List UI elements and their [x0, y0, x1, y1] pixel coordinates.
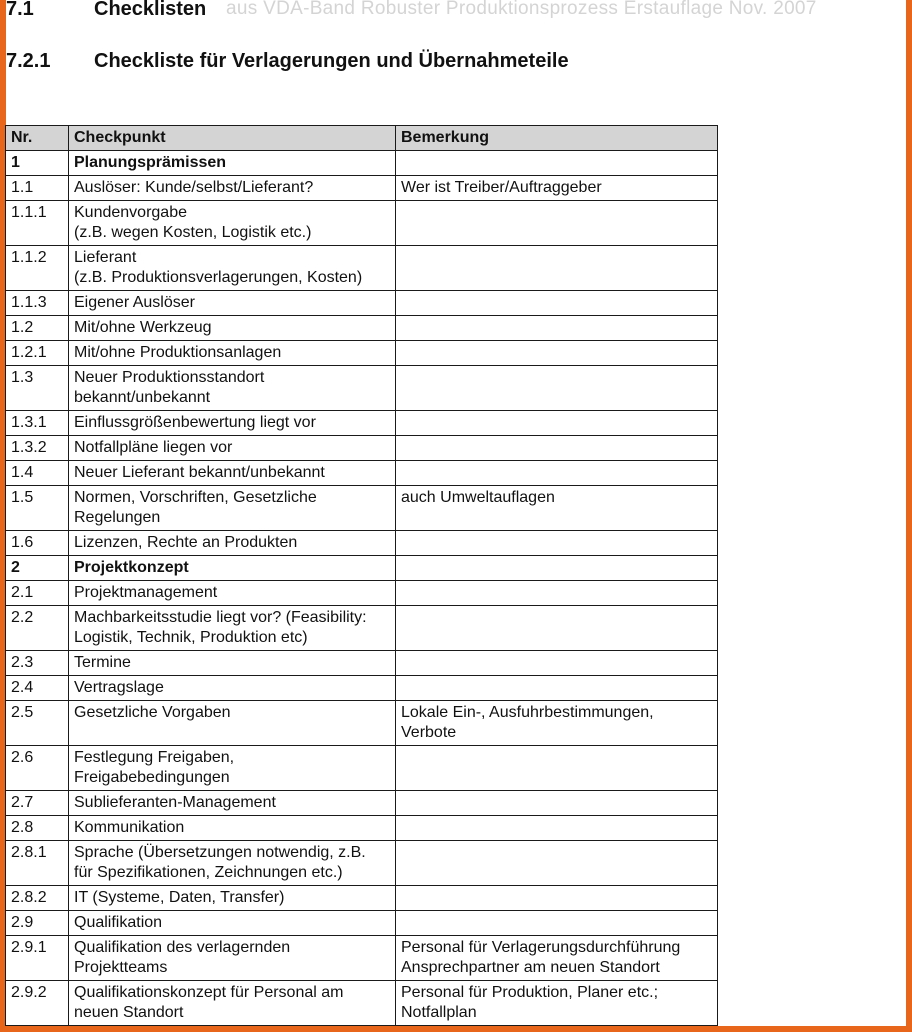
cell-nr: 1.1.1 [6, 201, 69, 246]
cell-bemerkung: Personal für Produktion, Planer etc.; Notfallplan [396, 981, 718, 1026]
table-row [6, 606, 718, 651]
cell-bemerkung [396, 341, 718, 366]
cell-nr: 2.5 [6, 701, 69, 746]
table-row [6, 936, 718, 981]
cell-checkpunkt: Machbarkeitsstudie liegt vor? (Feasibility: Logistik, Technik, Produktion etc) [69, 606, 396, 651]
cell-nr: 2.9 [6, 911, 69, 936]
cell-checkpunkt: Neuer Lieferant bekannt/unbekannt [69, 461, 396, 486]
cell-nr: 1.6 [6, 531, 69, 556]
table-row [6, 841, 718, 886]
cell-nr: 2.4 [6, 676, 69, 701]
cell-nr: 2.9.2 [6, 981, 69, 1026]
cell-checkpunkt: Projektkonzept [69, 556, 396, 581]
cell-bemerkung [396, 581, 718, 606]
table-row [6, 486, 718, 531]
cell-checkpunkt: Einflussgrößenbewertung liegt vor [69, 411, 396, 436]
cell-checkpunkt: Mit/ohne Produktionsanlagen [69, 341, 396, 366]
cell-nr: 2.1 [6, 581, 69, 606]
section-number: 7.1 [6, 0, 34, 20]
cell-bemerkung: auch Umweltauflagen [396, 486, 718, 531]
cell-nr: 2.8.2 [6, 886, 69, 911]
cell-nr: 2.3 [6, 651, 69, 676]
table-row [6, 701, 718, 746]
cell-nr: 2 [6, 556, 69, 581]
cell-bemerkung [396, 886, 718, 911]
cell-bemerkung [396, 151, 718, 176]
cell-nr: 1.1 [6, 176, 69, 201]
table-row [6, 746, 718, 791]
table-row [6, 791, 718, 816]
cell-bemerkung [396, 556, 718, 581]
cell-checkpunkt: Lizenzen, Rechte an Produkten [69, 531, 396, 556]
cell-checkpunkt: Vertragslage [69, 676, 396, 701]
cell-nr: 1.3.2 [6, 436, 69, 461]
column-header-nr: Nr. [6, 126, 69, 151]
cell-bemerkung [396, 411, 718, 436]
table-header-row [6, 126, 718, 151]
cell-bemerkung: Personal für Verlagerungsdurchführung Ansprechpartner am neuen Standort [396, 936, 718, 981]
cell-checkpunkt: Mit/ohne Werkzeug [69, 316, 396, 341]
cell-checkpunkt: IT (Systeme, Daten, Transfer) [69, 886, 396, 911]
cell-bemerkung [396, 461, 718, 486]
cell-bemerkung [396, 651, 718, 676]
cell-nr: 1.3.1 [6, 411, 69, 436]
section-title: Checklisten [94, 0, 207, 20]
cell-checkpunkt: Lieferant (z.B. Produktionsverlagerungen, Kosten) [69, 246, 396, 291]
cell-checkpunkt: Qualifikation des verlagernden Projektteams [69, 936, 396, 981]
cell-bemerkung [396, 791, 718, 816]
cell-checkpunkt: Neuer Produktionsstandort bekannt/unbekannt [69, 366, 396, 411]
subsection-number: 7.2.1 [6, 50, 51, 72]
table-row [6, 886, 718, 911]
watermark-text: aus VDA-Band Robuster Produktionsprozess Erstauflage Nov. 2007 [226, 0, 817, 19]
cell-nr: 1.2.1 [6, 341, 69, 366]
table-row [6, 341, 718, 366]
cell-nr: 1.2 [6, 316, 69, 341]
cell-bemerkung [396, 531, 718, 556]
cell-nr: 1 [6, 151, 69, 176]
cell-bemerkung [396, 816, 718, 841]
cell-nr: 2.8 [6, 816, 69, 841]
cell-checkpunkt: Gesetzliche Vorgaben [69, 701, 396, 746]
cell-bemerkung [396, 366, 718, 411]
cell-checkpunkt: Normen, Vorschriften, Gesetzliche Regelungen [69, 486, 396, 531]
table-row [6, 436, 718, 461]
table-row [6, 911, 718, 936]
table-section-row [6, 556, 718, 581]
cell-checkpunkt: Kundenvorgabe (z.B. wegen Kosten, Logistik etc.) [69, 201, 396, 246]
cell-nr: 2.9.1 [6, 936, 69, 981]
table-row [6, 291, 718, 316]
table-row [6, 201, 718, 246]
column-header-bemerkung: Bemerkung [396, 126, 718, 151]
cell-nr: 1.4 [6, 461, 69, 486]
cell-checkpunkt: Auslöser: Kunde/selbst/Lieferant? [69, 176, 396, 201]
table-row [6, 581, 718, 606]
table-row [6, 981, 718, 1026]
cell-bemerkung: Lokale Ein-, Ausfuhrbestimmungen, Verbote [396, 701, 718, 746]
cell-checkpunkt: Eigener Auslöser [69, 291, 396, 316]
cell-checkpunkt: Planungsprämissen [69, 151, 396, 176]
table-row [6, 316, 718, 341]
table-row [6, 676, 718, 701]
column-header-checkpunkt: Checkpunkt [69, 126, 396, 151]
cell-checkpunkt: Festlegung Freigaben, Freigabebedingungen [69, 746, 396, 791]
cell-bemerkung [396, 291, 718, 316]
cell-bemerkung: Wer ist Treiber/Auftraggeber [396, 176, 718, 201]
table-section-row [6, 151, 718, 176]
cell-bemerkung [396, 436, 718, 461]
cell-checkpunkt: Qualifikationskonzept für Personal am neuen Standort [69, 981, 396, 1026]
cell-checkpunkt: Projektmanagement [69, 581, 396, 606]
cell-bemerkung [396, 201, 718, 246]
cell-nr: 2.8.1 [6, 841, 69, 886]
subsection-title: Checkliste für Verlagerungen und Übernahmeteile [94, 50, 569, 72]
cell-checkpunkt: Qualifikation [69, 911, 396, 936]
cell-nr: 1.1.2 [6, 246, 69, 291]
cell-bemerkung [396, 676, 718, 701]
table-row [6, 366, 718, 411]
table-row [6, 816, 718, 841]
cell-checkpunkt: Termine [69, 651, 396, 676]
table-row [6, 651, 718, 676]
cell-bemerkung [396, 316, 718, 341]
cell-nr: 1.1.3 [6, 291, 69, 316]
table-row [6, 176, 718, 201]
table-row [6, 531, 718, 556]
table-row [6, 411, 718, 436]
table-row [6, 461, 718, 486]
cell-nr: 1.3 [6, 366, 69, 411]
cell-nr: 1.5 [6, 486, 69, 531]
cell-nr: 2.2 [6, 606, 69, 651]
table-row [6, 246, 718, 291]
cell-bemerkung [396, 841, 718, 886]
cell-nr: 2.7 [6, 791, 69, 816]
checklist-table [5, 125, 718, 1026]
cell-bemerkung [396, 911, 718, 936]
cell-checkpunkt: Sprache (Übersetzungen notwendig, z.B. für Spezifikationen, Zeichnungen etc.) [69, 841, 396, 886]
cell-bemerkung [396, 606, 718, 651]
cell-checkpunkt: Kommunikation [69, 816, 396, 841]
cell-nr: 2.6 [6, 746, 69, 791]
cell-bemerkung [396, 746, 718, 791]
cell-bemerkung [396, 246, 718, 291]
cell-checkpunkt: Notfallpläne liegen vor [69, 436, 396, 461]
cell-checkpunkt: Sublieferanten-Management [69, 791, 396, 816]
